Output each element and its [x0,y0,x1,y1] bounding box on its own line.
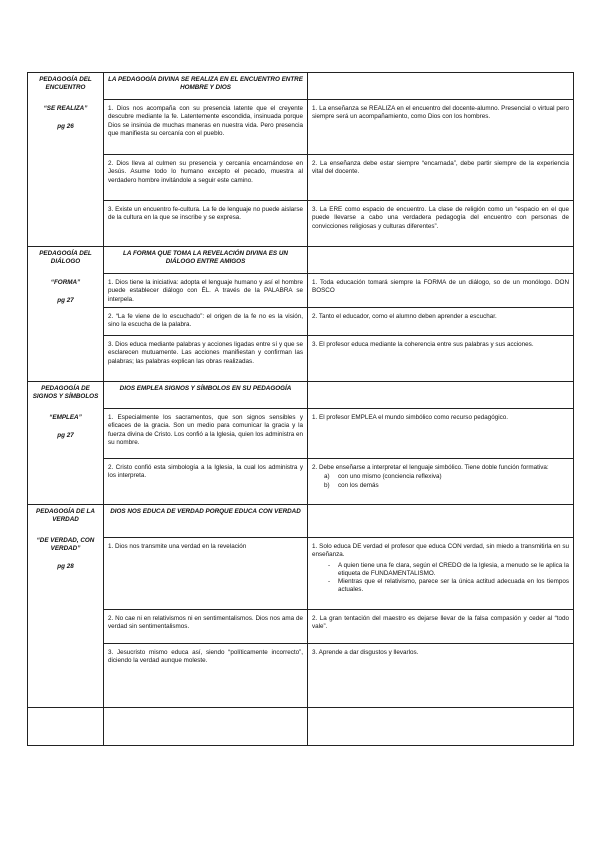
list-item [324,481,569,490]
section-subtitle: “FORMA” [50,278,81,286]
list-item: - A quien tiene una fe clara, según el CREDO de la Iglesia, a menudo se le aplica la etiqueta de FUNDAMENTALISMO. [338,562,569,579]
teaching-cell: 2. La enseñanza debe estar siempre “encarnada”, debe partir siempre de la experiencia vital del docente. [308,155,574,201]
teaching-cell: 2. Tanto el educador, como el alumno deben aprender a escuchar. [308,308,574,336]
empty-cell [104,708,308,746]
table-row [28,100,574,155]
teaching-cell: 3. Aprende a dar disgustos y llevarlos. [308,644,574,708]
section-label [28,247,104,382]
section-label [28,73,104,247]
empty-cell [308,247,574,274]
divine-cell: 2. Cristo confió esta simbología a la Iglesia, la cual los administra y los interpreta. [104,459,308,505]
empty-cell [28,708,104,746]
divine-cell: 2. “La fe viene de lo escuchado”: el origen de la fe no es la visión, sino la escucha de la palabra. [104,308,308,336]
teaching-cell: 1. Toda educación tomará siempre la FORMA de un diálogo, so de un monólogo. DON BOSCO [308,274,574,308]
divine-cell: 3. Jesucristo mismo educa así, siendo “políticamente incorrecto”, diciendo la verdad aunque moleste. [104,644,308,708]
section-page: pg 27 [57,431,74,439]
teaching-cell [308,459,574,505]
list-item [324,473,569,481]
section-title: PEDAGOGÍA DE LA VERDAD [36,508,95,524]
divine-cell: 3. Dios educa mediante palabras y acciones ligadas entre sí y que se esclarecen mutuamente. Las acciones manifiestan y confirman las palabras; las palabras explican las obras realizadas. [104,336,308,382]
empty-cell [308,382,574,409]
list-label: a) [324,473,330,481]
table-row [28,247,574,274]
teaching-cell: 1. La enseñanza se REALIZA en el encuentro del docente-alumno. Presencial o virtual pero siempre será un acompañamiento, como Dios con los hombres. [308,100,574,155]
section-label [28,382,104,505]
section-page: pg 28 [57,563,74,571]
divine-cell: 1. Dios nos transmite una verdad en la revelación [104,538,308,610]
teaching-cell [308,538,574,610]
table-row [28,382,574,409]
table-row [28,274,574,308]
table-row [28,610,574,644]
function-list [312,473,569,490]
table-row [28,201,574,247]
table-row [28,459,574,505]
divine-cell: 1. Dios tiene la iniciativa: adopta el lenguaje humano y así el hombre puede establecer diálogo con ÉL. A través de la PALABRA se interpela. [104,274,308,308]
table-row [28,409,574,459]
list-label: b) [324,481,330,489]
divine-cell: 2. No cae ni en relativismos ni en sentimentalismos. Dios nos ama de verdad sin sentimentalismos. [104,610,308,644]
list-text: con uno mismo (conciencia reflexiva) [338,473,442,481]
teaching-text: 1. Solo educa DE verdad el profesor que educa CON verdad, sin miedo a transmitirla en su enseñanza. [312,543,569,559]
divine-cell: 3. Existe un encuentro fe-cultura. La fe de lenguaje no puede aislarse de la cultura en la que se inscribe y se expresa. [104,201,308,247]
teaching-cell: 1. El profesor EMPLEA el mundo simbólico como recurso pedagógico. [308,409,574,459]
section-page: pg 27 [57,296,74,304]
table-row [28,644,574,708]
empty-cell [308,505,574,538]
section-header: LA FORMA QUE TOMA LA REVELACIÓN DIVINA ES UN DIÁLOGO ENTRE AMIGOS [104,247,308,274]
section-header: DIOS EMPLEA SIGNOS Y SÍMBOLOS EN SU PEDAGOGÍA [104,382,308,409]
section-title: PEDAGOGÍA DEL DIÁLOGO [39,250,92,266]
divine-cell: 1. Especialmente los sacramentos, que son signos sensibles y eficaces de la gracia. Son un medio para comunicar la gracia y la fuerza divina de Cristo. Los confió a la Iglesia, quien los administra en su nombre. [104,409,308,459]
teaching-cell: 2. La gran tentación del maestro es dejarse llevar de la falsa compasión y ceder al “todo vale”. [308,610,574,644]
empty-cell [308,73,574,100]
divine-cell: 2. Dios lleva al culmen su presencia y cercanía encarnándose en Jesús. Asume todo lo humano excepto el pecado, muestra al verdadero hombre invitándole a seguir este camino. [104,155,308,201]
table-row [28,73,574,100]
teaching-cell: 3. El profesor educa mediante la coherencia entre sus palabras y sus acciones. [308,336,574,382]
teaching-cell: 3. La ERE como espacio de encuentro. La clase de religión como un “espacio en el que puede llevarse a cabo una verdadera pedagogía del encuentro con personas de convicciones religiosas y culturas diferentes”. [308,201,574,247]
section-label [28,505,104,708]
section-title: PEDAGOGÍA DEL ENCUENTRO [39,76,92,92]
dash-list [312,562,569,595]
divine-cell: 1. Dios nos acompaña con su presencia latente que el creyente descubre mediante la fe. Latentemente escondida, insinuada porque Dios se insinúa de muchas maneras en nuestra vida. Pero presencia que manifiesta su cercanía con el pueblo. [104,100,308,155]
list-item: - Mientras que el relativismo, parece ser la única actitud adecuada en los tiempos actuales. [338,578,569,595]
section-subtitle: “DE VERDAD, CON VERDAD” [36,536,95,552]
table-row [28,336,574,382]
table-row [28,505,574,538]
table-row [28,708,574,746]
list-text: con los demás [338,481,379,489]
section-page: pg 26 [57,122,74,130]
section-subtitle: “SE REALIZA” [43,104,88,112]
empty-cell [308,708,574,746]
table-row [28,538,574,610]
section-subtitle: “EMPLEA” [49,413,82,421]
section-header: DIOS NOS EDUCA DE VERDAD PORQUE EDUCA CON VERDAD [104,505,308,538]
pedagogy-table [27,72,574,746]
section-title: PEDAGOGÍA DE SIGNOS Y SÍMBOLOS [32,385,99,401]
teaching-text: 2. Debe enseñarse a interpretar el lenguaje simbólico. Tiene doble función formativa: [312,464,549,471]
table-row [28,155,574,201]
section-header: LA PEDAGOGÍA DIVINA SE REALIZA EN EL ENCUENTRO ENTRE HOMBRE Y DIOS [104,73,308,100]
table-row [28,308,574,336]
